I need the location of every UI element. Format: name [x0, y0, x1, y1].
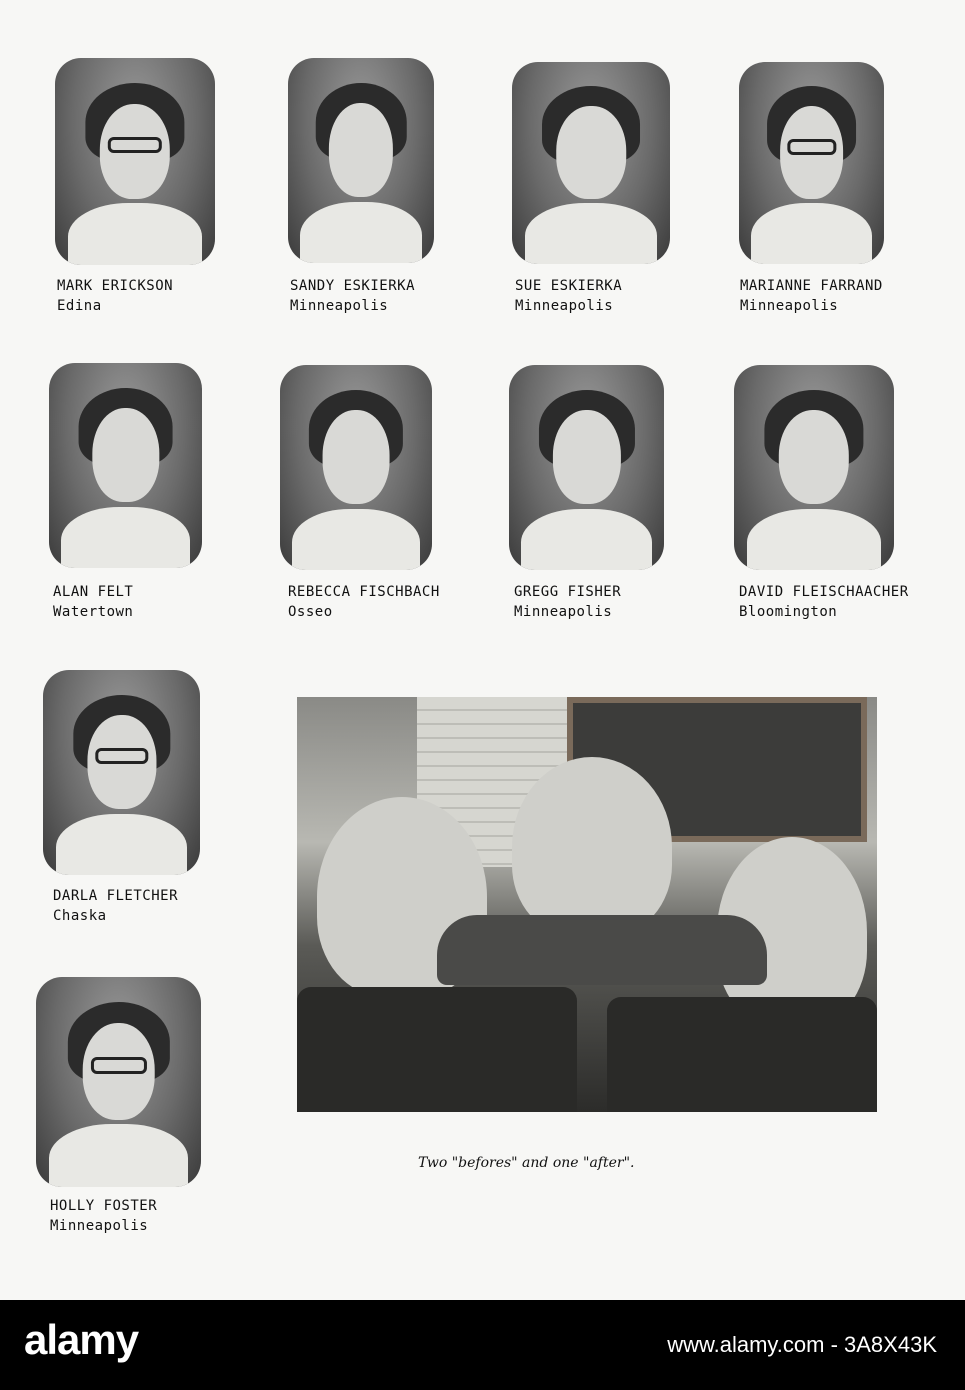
student-caption	[740, 276, 883, 316]
table	[437, 915, 767, 985]
student-caption	[288, 582, 440, 622]
student-town: Bloomington	[739, 604, 838, 620]
student-caption	[57, 276, 173, 316]
student-town: Minneapolis	[515, 298, 614, 314]
footer-bar	[0, 1300, 965, 1390]
student-name: SANDY ESKIERKA	[290, 278, 416, 294]
student-town: Minneapolis	[514, 604, 613, 620]
student-name: MARIANNE FARRAND	[740, 278, 883, 294]
portrait-alan-felt	[49, 363, 202, 568]
portrait-mark-erickson	[55, 58, 215, 265]
student-town: Minneapolis	[740, 298, 839, 314]
student-name: ALAN FELT	[53, 584, 134, 600]
portrait-sue-eskierka	[512, 62, 670, 264]
teacher-figure	[512, 757, 672, 937]
student-name: DARLA FLETCHER	[53, 888, 179, 904]
portrait-holly-foster	[36, 977, 201, 1187]
student-name: MARK ERICKSON	[57, 278, 174, 294]
student-town: Minneapolis	[290, 298, 389, 314]
student-name: GREGG FISHER	[514, 584, 622, 600]
student-caption	[290, 276, 415, 316]
footer-url: www.alamy.com - 3A8X43K	[667, 1332, 937, 1357]
student-name: DAVID FLEISCHAACHER	[739, 584, 909, 600]
student-town: Watertown	[53, 604, 134, 620]
student-town: Edina	[57, 298, 102, 314]
alamy-logo: alamy	[24, 1316, 139, 1363]
portrait-gregg-fisher	[509, 365, 664, 570]
chair-left	[297, 987, 577, 1112]
portrait-sandy-eskierka	[288, 58, 434, 263]
student-name: REBECCA FISCHBACH	[288, 584, 440, 600]
student-caption	[515, 276, 622, 316]
portrait-david-fleischaacher	[734, 365, 894, 570]
student-caption	[53, 582, 133, 622]
portrait-darla-fletcher	[43, 670, 200, 875]
student-town: Osseo	[288, 604, 333, 620]
student-town: Minneapolis	[50, 1218, 149, 1234]
portrait-marianne-farrand	[739, 62, 884, 264]
chair-right	[607, 997, 877, 1112]
portrait-rebecca-fischbach	[280, 365, 432, 570]
student-caption	[514, 582, 621, 622]
student-name: SUE ESKIERKA	[515, 278, 623, 294]
student-town: Chaska	[53, 908, 107, 924]
student-caption	[739, 582, 909, 622]
student-name: HOLLY FOSTER	[50, 1198, 158, 1214]
photo-caption: Two "befores" and one "after".	[418, 1155, 635, 1171]
student-caption	[50, 1196, 157, 1236]
classroom-group-photo	[297, 697, 877, 1112]
student-caption	[53, 886, 178, 926]
